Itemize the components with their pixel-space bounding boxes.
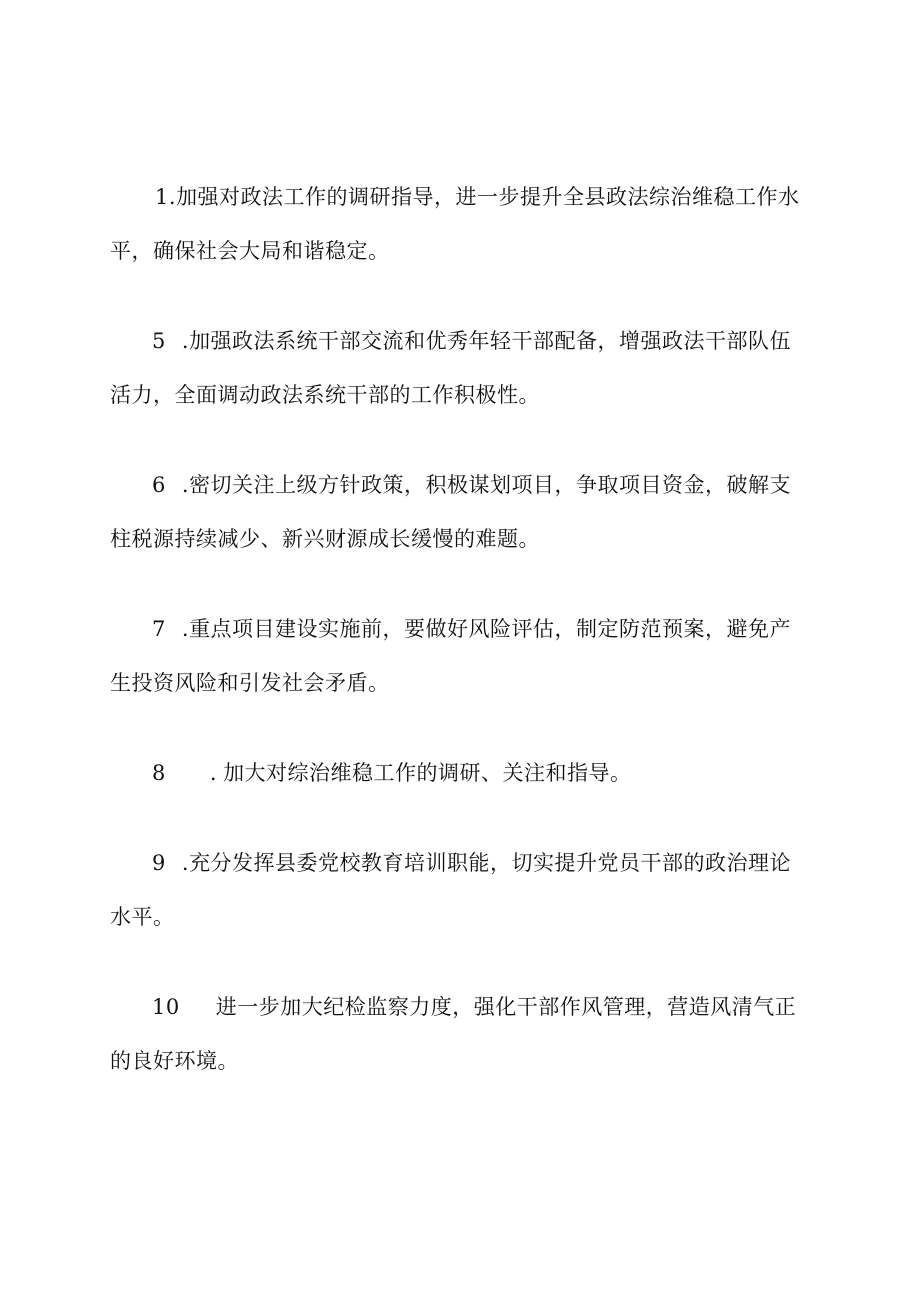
list-item-9	[110, 836, 810, 944]
list-item-6	[110, 458, 810, 566]
item-number: 7	[152, 617, 166, 641]
item-number: 5	[152, 329, 166, 353]
item-separator: .	[181, 329, 190, 353]
item-text: 密切关注上级方针政策，积极谋划项目，争取项目资金，破解支柱税源持续减少、新兴财源成长缓慢的难题。	[110, 473, 792, 551]
list-item-1	[110, 170, 810, 278]
list-item-10	[110, 980, 810, 1088]
list-item-8	[110, 746, 810, 800]
item-number: 8	[152, 761, 166, 785]
item-separator: .	[168, 185, 177, 209]
item-text: 加强对政法工作的调研指导，进一步提升全县政法综治维稳工作水平，确保社会大局和谐稳定。	[110, 185, 800, 263]
item-text: 充分发挥县委党校教育培训职能，切实提升党员干部的政治理论水平。	[110, 851, 792, 929]
item-separator: .	[181, 473, 190, 497]
item-number: 10	[152, 995, 180, 1019]
item-separator: .	[181, 851, 190, 875]
item-number: 1	[155, 185, 169, 209]
item-number: 6	[152, 473, 166, 497]
item-text: 加强政法系统干部交流和优秀年轻干部配备，增强政法干部队伍活力，全面调动政法系统干部的工作积极性。	[110, 329, 792, 407]
item-text: 加大对综治维稳工作的调研、关注和指导。	[223, 761, 632, 785]
item-text: 重点项目建设实施前，要做好风险评估，制定防范预案，避免产生投资风险和引发社会矛盾。	[110, 617, 792, 695]
item-text: 进一步加大纪检监察力度，强化干部作风管理，营造风清气正的良好环境。	[110, 995, 797, 1073]
item-separator: .	[209, 761, 218, 785]
item-separator: .	[181, 617, 190, 641]
list-item-5	[110, 314, 810, 422]
list-item-7	[110, 602, 810, 710]
item-number: 9	[152, 851, 166, 875]
